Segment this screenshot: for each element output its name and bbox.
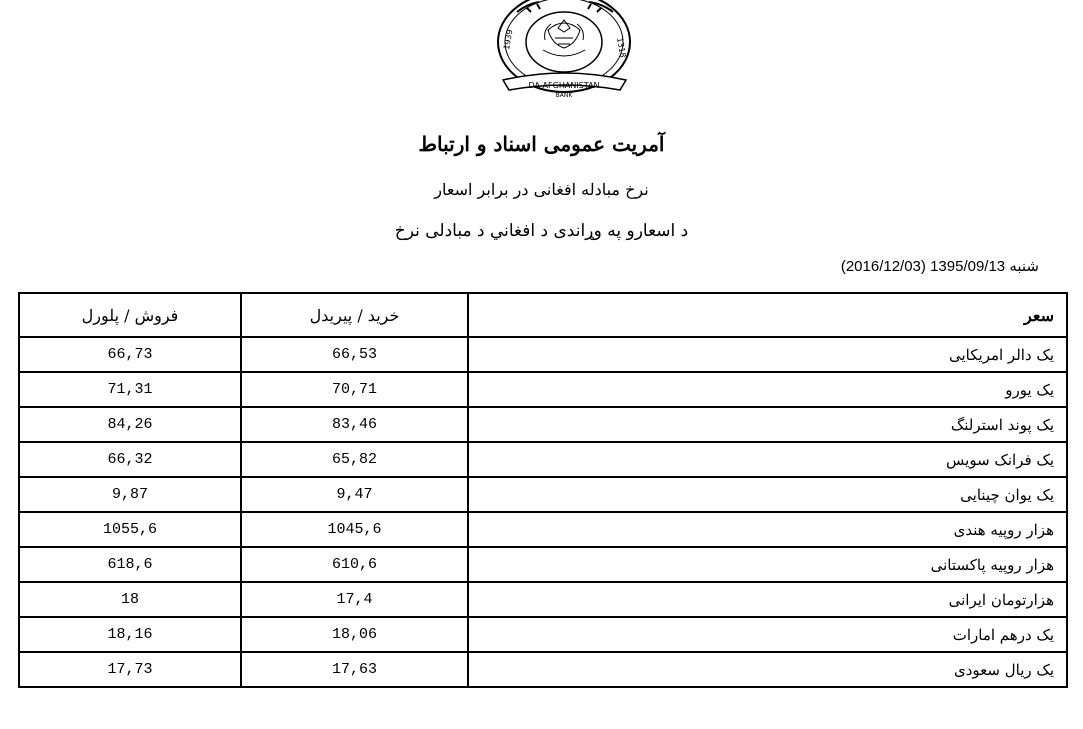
seal-year-left: 1939 [502,28,515,51]
seal-banner-sub: BANK [555,92,573,99]
buy-rate-cell: 66,53 [241,337,468,372]
buy-rate-cell: 17,4 [241,582,468,617]
currency-name-cell: هزارتومان ایرانی [468,582,1067,617]
currency-name-cell: هزار روپیه هندی [468,512,1067,547]
currency-name-cell: یک یورو [468,372,1067,407]
page-subtitle-dari: نرخ مبادله افغانی در برابر اسعار [434,180,649,199]
seal-year-right: 1318 [615,36,628,59]
table-row [19,407,1067,442]
currency-name-cell: یک فرانک سویس [468,442,1067,477]
currency-name-cell: یک پوند استرلنگ [468,407,1067,442]
table-row [19,582,1067,617]
page-subtitle-pashto: د اسعارو په وړاندی د افغاني د مبادلی نرخ [394,221,689,241]
header-sell: فروش / پلورل [19,293,241,337]
table-row [19,442,1067,477]
header-currency: سعر [468,293,1067,337]
da-afghanistan-bank-seal-icon [493,0,636,103]
table-row [19,547,1067,582]
currency-name-cell: یک ریال سعودی [468,652,1067,687]
table-header-row [19,293,1067,337]
sell-rate-cell: 17,73 [19,652,241,687]
buy-rate-cell: 70,71 [241,372,468,407]
buy-rate-cell: 17,63 [241,652,468,687]
table-row [19,477,1067,512]
sell-rate-cell: 9,87 [19,477,241,512]
currency-name-cell: یک درهم امارات [468,617,1067,652]
seal-banner-text: DA AFGHANISTAN [528,81,600,90]
table-row [19,652,1067,687]
currency-name-cell: یک دالر امریکایی [468,337,1067,372]
sell-rate-cell: 71,31 [19,372,241,407]
buy-rate-cell: 9,47 [241,477,468,512]
table-row [19,337,1067,372]
currency-name-cell: هزار روپیه پاکستانی [468,547,1067,582]
sell-rate-cell: 66,32 [19,442,241,477]
buy-rate-cell: 1045,6 [241,512,468,547]
sell-rate-cell: 618,6 [19,547,241,582]
table-row [19,617,1067,652]
exchange-rate-table [18,292,1068,688]
buy-rate-cell: 65,82 [241,442,468,477]
buy-rate-cell: 18,06 [241,617,468,652]
buy-rate-cell: 83,46 [241,407,468,442]
sell-rate-cell: 84,26 [19,407,241,442]
buy-rate-cell: 610,6 [241,547,468,582]
table-row [19,372,1067,407]
table-row [19,512,1067,547]
date-line: شنبه 1395/09/13 (2016/12/03) [840,258,1039,275]
sell-rate-cell: 66,73 [19,337,241,372]
currency-name-cell: یک یوان چینایی [468,477,1067,512]
sell-rate-cell: 18 [19,582,241,617]
sell-rate-cell: 1055,6 [19,512,241,547]
sell-rate-cell: 18,16 [19,617,241,652]
page-title: آمریت عمومی اسناد و ارتباط [418,132,665,156]
header-buy: خرید / پیریدل [241,293,468,337]
